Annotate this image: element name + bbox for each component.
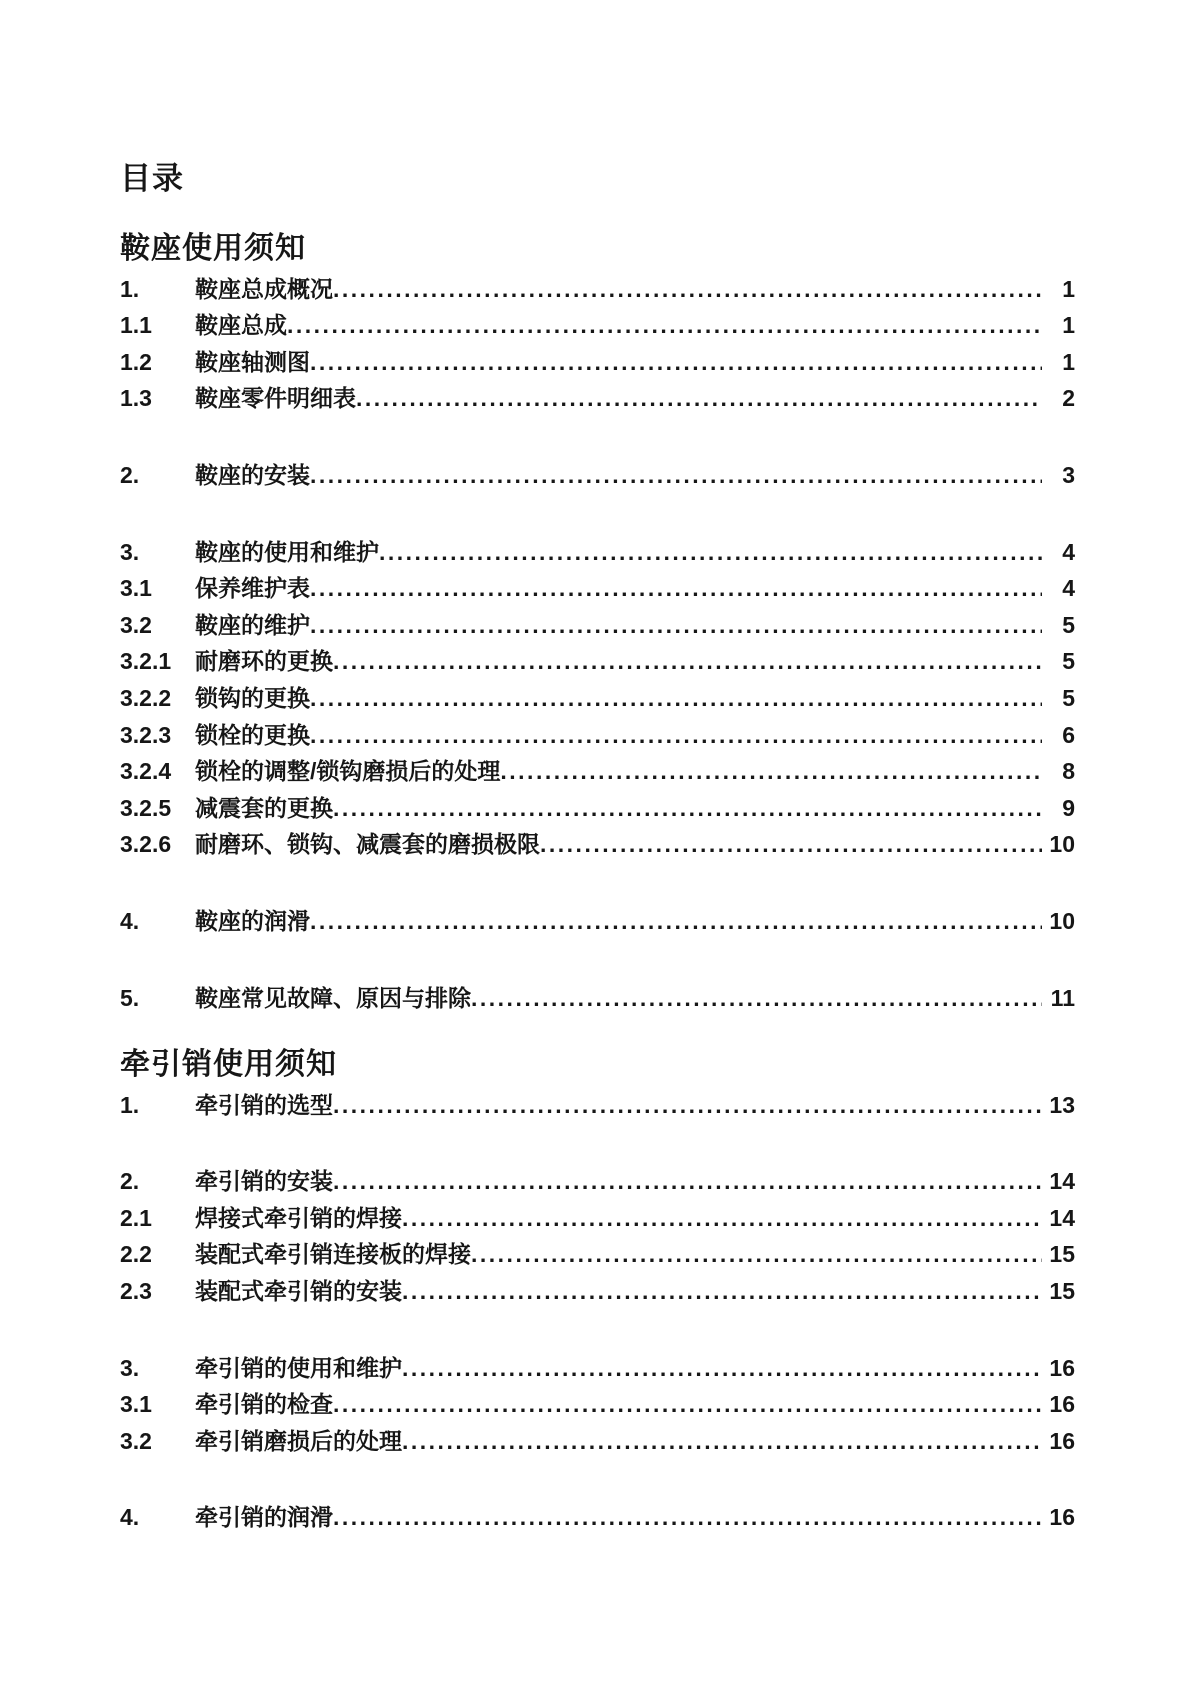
toc-entry-title: 鞍座的使用和维护 — [195, 538, 379, 565]
toc-entry-page: 5 — [1062, 648, 1075, 675]
toc-entry-title: 保养维护表 — [195, 575, 310, 602]
toc-entry-page: 10 — [1049, 908, 1075, 934]
dot-leader — [310, 903, 1042, 940]
dot-leader — [333, 790, 1042, 827]
toc-entry-title: 锁栓的调整/锁钩磨损后的处理 — [195, 758, 501, 785]
toc-entry — [120, 753, 1075, 790]
dot-leader — [500, 753, 1042, 790]
toc-entry-number: 5. — [120, 984, 140, 1011]
toc-entry-number: 3.2.6 — [120, 831, 172, 858]
toc-entry — [120, 607, 1075, 644]
section-heading: 鞍座使用须知 — [120, 232, 306, 266]
toc-entry-title: 鞍座零件明细表 — [195, 385, 356, 412]
toc-entry-page: 5 — [1062, 685, 1075, 712]
toc-rows — [120, 271, 1075, 1017]
toc-entry — [120, 457, 1075, 494]
toc-entry-number: 3.2 — [120, 611, 152, 638]
toc-entry-number: 1. — [120, 275, 140, 302]
toc-entry-title: 耐磨环的更换 — [195, 648, 333, 675]
toc-entry — [120, 1200, 1075, 1237]
dot-leader — [402, 1350, 1042, 1387]
toc-entry-number: 3.2 — [120, 1427, 152, 1454]
toc-entry-title: 鞍座的安装 — [195, 462, 310, 489]
toc-entry-title: 焊接式牵引销的焊接 — [195, 1204, 402, 1231]
toc-entry — [120, 1423, 1075, 1460]
dot-leader — [333, 1386, 1042, 1423]
toc-entry-title: 牵引销的使用和维护 — [195, 1354, 402, 1381]
toc-entry-title: 锁栓的更换 — [195, 721, 310, 748]
toc-entry-title: 耐磨环、锁钩、减震套的磨损极限 — [195, 831, 540, 858]
toc-entry-page: 5 — [1062, 611, 1075, 638]
toc-entry-number: 2. — [120, 1168, 140, 1195]
toc-entry-page: 6 — [1062, 721, 1075, 748]
toc-section — [120, 1046, 1075, 1536]
toc-entry-number: 2.2 — [120, 1241, 152, 1268]
toc-entry — [120, 790, 1075, 827]
dot-leader — [287, 307, 1042, 344]
toc-entry-number: 3.2.2 — [120, 685, 172, 712]
toc-entry-title: 减震套的更换 — [195, 794, 333, 821]
toc-entry-page: 1 — [1062, 275, 1075, 302]
toc-entry-page: 8 — [1062, 758, 1075, 785]
dot-leader — [310, 570, 1042, 607]
dot-leader — [379, 534, 1042, 571]
toc-entry-title: 鞍座常见故障、原因与排除 — [195, 984, 471, 1011]
toc-entry-page: 16 — [1049, 1504, 1075, 1531]
toc-entry-page: 1 — [1062, 348, 1075, 375]
dot-leader — [356, 380, 1042, 417]
toc-entry-page: 16 — [1049, 1427, 1075, 1454]
toc-entry-page: 14 — [1049, 1204, 1075, 1231]
toc-entry — [120, 1087, 1075, 1124]
toc-entry-page: 3 — [1062, 462, 1075, 489]
toc-rows — [120, 1087, 1075, 1536]
toc-entry — [120, 534, 1075, 571]
dot-leader — [310, 680, 1042, 717]
toc-entry-number: 3.1 — [120, 575, 152, 602]
toc-entry — [120, 1273, 1075, 1310]
toc-entry — [120, 1236, 1075, 1273]
dot-leader — [402, 1423, 1042, 1460]
dot-leader — [333, 1087, 1042, 1124]
toc-entry-number: 3.1 — [120, 1391, 152, 1418]
toc-entry-title: 牵引销的安装 — [195, 1168, 333, 1195]
toc-entry-title: 装配式牵引销的安装 — [195, 1278, 402, 1305]
section-heading: 牵引销使用须知 — [120, 1048, 337, 1082]
toc-entry-title: 牵引销的选型 — [195, 1091, 333, 1118]
toc-entry-number: 1.2 — [120, 348, 152, 375]
toc-entry-title: 鞍座的润滑 — [195, 908, 310, 934]
toc-section — [120, 230, 1075, 1016]
dot-leader — [310, 457, 1042, 494]
dot-leader — [402, 1273, 1042, 1310]
dot-leader — [540, 826, 1042, 863]
toc-entry-number: 2.3 — [120, 1278, 152, 1305]
toc-entry-page: 4 — [1062, 538, 1075, 565]
toc-entry-title: 牵引销磨损后的处理 — [195, 1427, 402, 1454]
toc-entry — [120, 826, 1075, 863]
toc-entry — [120, 1386, 1075, 1423]
dot-leader — [471, 1236, 1042, 1273]
toc-entry-number: 3.2.3 — [120, 721, 172, 748]
dot-leader — [310, 607, 1042, 644]
dot-leader — [310, 717, 1042, 754]
toc-entry-title: 鞍座轴测图 — [195, 348, 310, 375]
toc-entry — [120, 980, 1075, 1017]
toc-entry-page: 15 — [1049, 1241, 1075, 1268]
toc-entry-page: 10 — [1049, 831, 1075, 858]
toc-entry — [120, 717, 1075, 754]
dot-leader — [471, 980, 1042, 1017]
toc-entry-title: 鞍座的维护 — [195, 611, 310, 638]
toc-entry — [120, 344, 1075, 381]
toc-entry — [120, 903, 1075, 940]
dot-leader — [333, 271, 1042, 308]
toc-sections-container — [120, 230, 1075, 1536]
toc-entry-title: 鞍座总成概况 — [195, 275, 333, 302]
toc-entry-page: 13 — [1049, 1091, 1075, 1118]
toc-entry — [120, 1499, 1075, 1536]
dot-leader — [333, 1499, 1042, 1536]
toc-entry-page: 2 — [1062, 385, 1075, 412]
toc-entry-page: 1 — [1062, 312, 1075, 339]
toc-entry-number: 3.2.5 — [120, 794, 172, 821]
toc-entry — [120, 271, 1075, 308]
toc-entry-page: 16 — [1049, 1354, 1075, 1381]
toc-entry-page: 16 — [1049, 1391, 1075, 1418]
toc-entry-page: 11 — [1050, 984, 1075, 1011]
dot-leader — [402, 1200, 1042, 1237]
toc-entry-number: 3.2.4 — [120, 758, 172, 785]
toc-entry-number: 1. — [120, 1091, 140, 1118]
toc-entry-page: 9 — [1062, 794, 1075, 821]
dot-leader — [310, 344, 1042, 381]
toc-entry — [120, 1350, 1075, 1387]
toc-entry-title: 鞍座总成 — [195, 312, 287, 339]
toc-entry-number: 4. — [120, 1504, 140, 1531]
dot-leader — [333, 1163, 1042, 1200]
toc-entry-title: 装配式牵引销连接板的焊接 — [195, 1241, 471, 1268]
toc-entry-title: 锁钩的更换 — [195, 685, 310, 712]
toc-entry-number: 2. — [120, 462, 140, 489]
toc-entry-number: 2.1 — [120, 1204, 152, 1231]
toc-entry — [120, 380, 1075, 417]
toc-entry-number: 3.2.1 — [120, 648, 172, 675]
toc-entry — [120, 680, 1075, 717]
page-title: 目录 — [120, 161, 184, 196]
toc-entry — [120, 570, 1075, 607]
toc-entry-page: 14 — [1049, 1168, 1075, 1195]
toc-entry-number: 1.3 — [120, 385, 152, 412]
toc-entry-title: 牵引销的润滑 — [195, 1504, 333, 1531]
toc-entry — [120, 1163, 1075, 1200]
toc-entry — [120, 307, 1075, 344]
toc-entry-number: 1.1 — [120, 312, 152, 339]
toc-entry-title: 牵引销的检查 — [195, 1391, 333, 1418]
dot-leader — [333, 643, 1042, 680]
toc-entry-page: 15 — [1049, 1278, 1075, 1305]
toc-entry-page: 4 — [1062, 575, 1075, 602]
toc-entry-number: 3. — [120, 538, 140, 565]
toc-entry-number: 4. — [120, 908, 140, 934]
toc-entry-number: 3. — [120, 1354, 140, 1381]
toc-entry — [120, 643, 1075, 680]
